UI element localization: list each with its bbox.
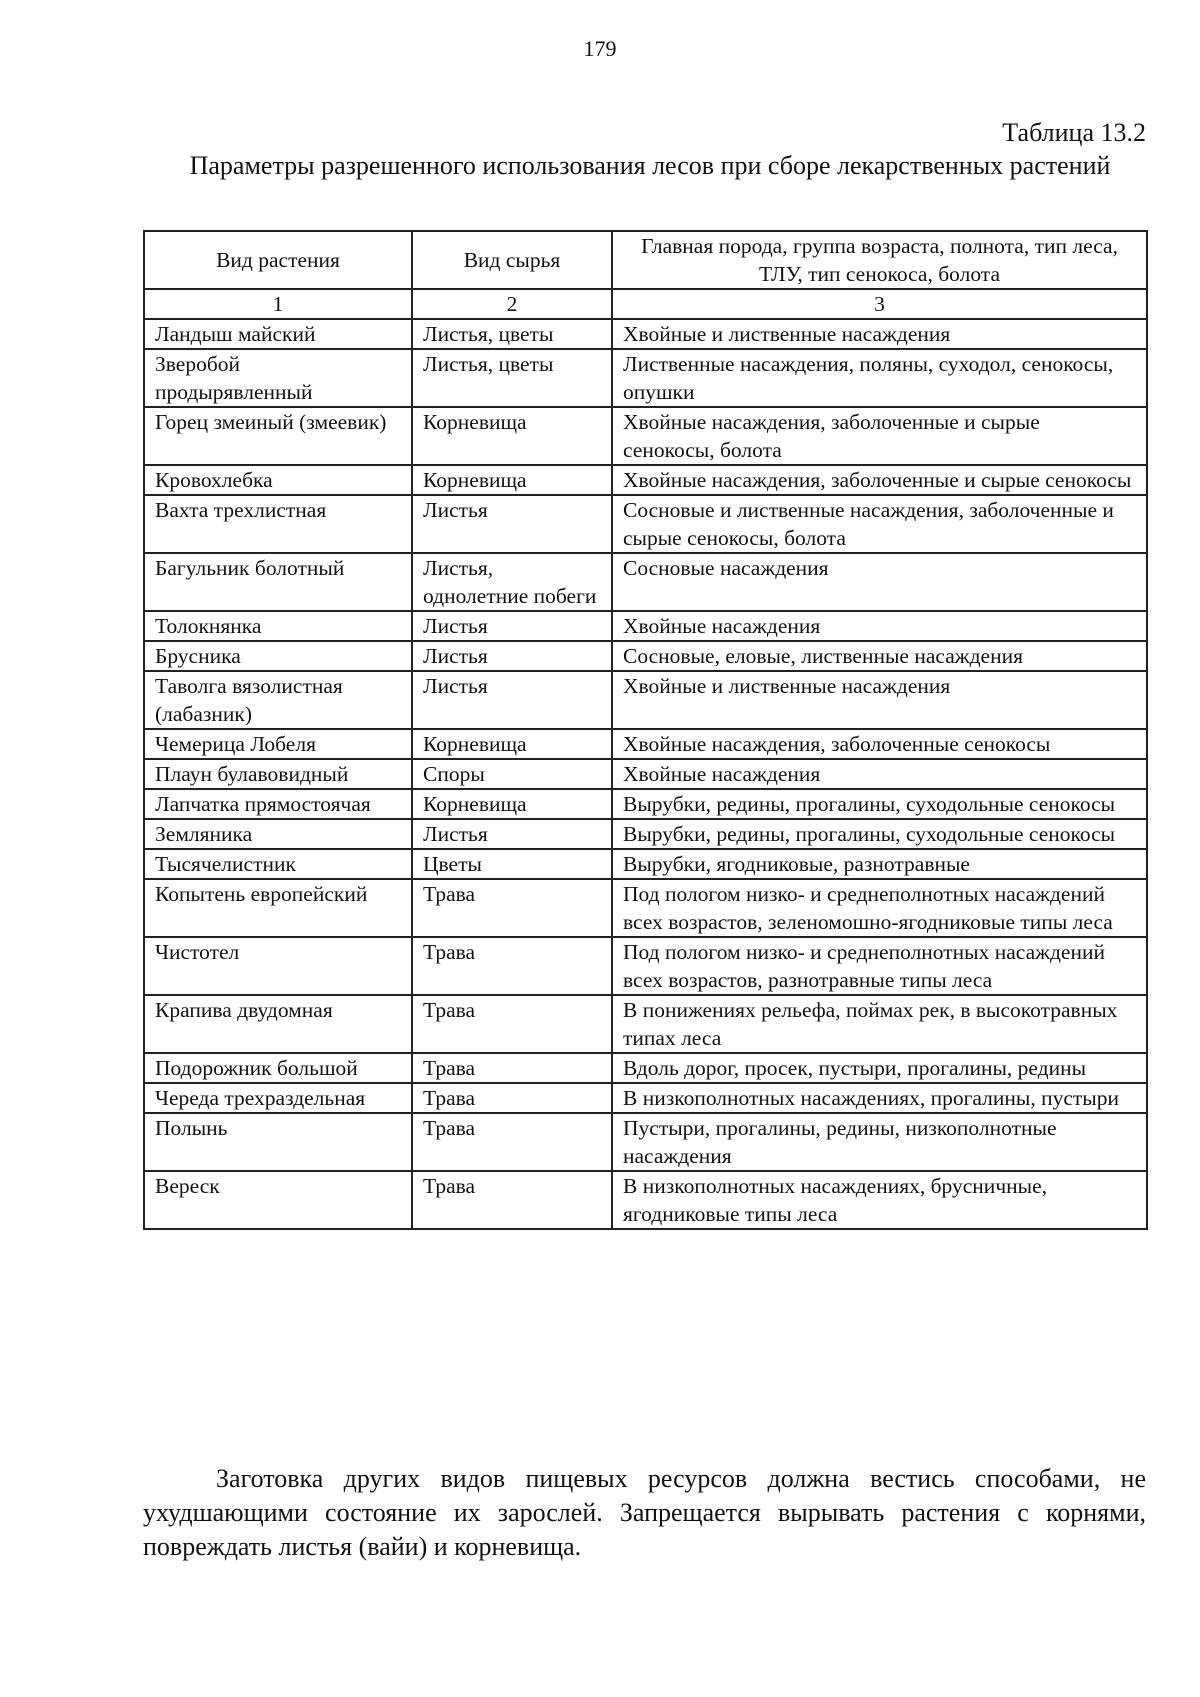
cell-conditions: Вырубки, редины, прогалины, суходольные сенокосы [612,819,1147,849]
cell-raw-material: Листья [412,671,612,729]
table-body [144,319,1147,1229]
cell-conditions: В низкополнотных насаждениях, брусничные, ягодниковые типы леса [612,1171,1147,1229]
table-row [144,729,1147,759]
cell-plant: Полынь [144,1113,412,1171]
cell-conditions: Хвойные насаждения [612,611,1147,641]
cell-conditions: Сосновые насаждения [612,553,1147,611]
cell-plant: Толокнянка [144,611,412,641]
column-number: 1 [144,289,412,319]
column-number: 3 [612,289,1147,319]
cell-conditions: Вырубки, ягодниковые, разнотравные [612,849,1147,879]
cell-raw-material: Споры [412,759,612,789]
cell-plant: Ландыш майский [144,319,412,349]
cell-conditions: Хвойные насаждения [612,759,1147,789]
cell-conditions: Вырубки, редины, прогалины, суходольные сенокосы [612,789,1147,819]
cell-plant: Копытень европейский [144,879,412,937]
cell-plant: Чистотел [144,937,412,995]
cell-raw-material: Корневища [412,729,612,759]
table-title: Параметры разрешенного использования лесов при сборе лекарственных растений [189,151,1111,180]
table-row [144,1171,1147,1229]
table-row [144,819,1147,849]
body-paragraph: Заготовка других видов пищевых ресурсов должна вестись способами, не ухудшающими состояние их зарослей. Запрещается вырывать растения с корнями, повреждать листья (вайи) и корневища. [143,1464,1146,1561]
cell-raw-material: Листья [412,495,612,553]
cell-plant: Зверобой продырявленный [144,349,412,407]
table-row [144,1113,1147,1171]
cell-conditions: Хвойные и лиственные насаждения [612,671,1147,729]
table-row [144,879,1147,937]
table-row [144,789,1147,819]
cell-conditions: Сосновые, еловые, лиственные насаждения [612,641,1147,671]
table-row [144,465,1147,495]
cell-plant: Багульник болотный [144,553,412,611]
table-row [144,849,1147,879]
table-row [144,1053,1147,1083]
cell-conditions: Хвойные насаждения, заболоченные сенокосы [612,729,1147,759]
cell-plant: Горец змеиный (змеевик) [144,407,412,465]
cell-raw-material: Листья [412,611,612,641]
table-row [144,671,1147,729]
cell-conditions: Сосновые и лиственные насаждения, заболоченные и сырые сенокосы, болота [612,495,1147,553]
header-raw-material: Вид сырья [412,231,612,289]
cell-plant: Тысячелистник [144,849,412,879]
cell-raw-material: Трава [412,1083,612,1113]
cell-conditions: Под пологом низко- и среднеполнотных насаждений всех возрастов, зеленомошно-ягодниковые типы леса [612,879,1147,937]
table-row [144,759,1147,789]
cell-conditions: Хвойные и лиственные насаждения [612,319,1147,349]
cell-conditions: Вдоль дорог, просек, пустыри, прогалины, редины [612,1053,1147,1083]
cell-conditions: Пустыри, прогалины, редины, низкополнотные насаждения [612,1113,1147,1171]
cell-raw-material: Корневища [412,465,612,495]
cell-plant: Череда трехраздельная [144,1083,412,1113]
table-row [144,407,1147,465]
cell-plant: Вереск [144,1171,412,1229]
cell-raw-material: Трава [412,1171,612,1229]
cell-conditions: Хвойные насаждения, заболоченные и сырые сенокосы [612,465,1147,495]
table-header-row [144,231,1147,289]
cell-plant: Брусника [144,641,412,671]
table-row [144,641,1147,671]
cell-raw-material: Листья [412,819,612,849]
cell-plant: Земляника [144,819,412,849]
cell-conditions: В понижениях рельефа, поймах рек, в высокотравных типах леса [612,995,1147,1053]
cell-plant: Крапива двудомная [144,995,412,1053]
cell-raw-material: Трава [412,1113,612,1171]
cell-raw-material: Трава [412,1053,612,1083]
cell-raw-material: Листья, однолетние побеги [412,553,612,611]
cell-conditions: Лиственные насаждения, поляны, суходол, сенокосы, опушки [612,349,1147,407]
table-row [144,937,1147,995]
table-row [144,553,1147,611]
header-plant-type: Вид растения [144,231,412,289]
cell-plant: Подорожник большой [144,1053,412,1083]
cell-raw-material: Листья, цветы [412,349,612,407]
cell-plant: Плаун булавовидный [144,759,412,789]
cell-conditions: В низкополнотных насаждениях, прогалины, пустыри [612,1083,1147,1113]
table-row [144,495,1147,553]
cell-plant: Кровохлебка [144,465,412,495]
table-label: Таблица 13.2 [1002,118,1146,147]
table-row [144,995,1147,1053]
table-row [144,319,1147,349]
header-forest-parameters: Главная порода, группа возраста, полнота, тип леса, ТЛУ, тип сенокоса, болота [612,231,1147,289]
cell-raw-material: Листья [412,641,612,671]
cell-plant: Таволга вязолистная (лабазник) [144,671,412,729]
cell-raw-material: Корневища [412,407,612,465]
plants-table [143,230,1148,1230]
table-column-numbers-row [144,289,1147,319]
cell-conditions: Под пологом низко- и среднеполнотных насаждений всех возрастов, разнотравные типы леса [612,937,1147,995]
cell-plant: Вахта трехлистная [144,495,412,553]
cell-plant: Чемерица Лобеля [144,729,412,759]
cell-raw-material: Трава [412,879,612,937]
table-row [144,349,1147,407]
cell-raw-material: Листья, цветы [412,319,612,349]
table-row [144,611,1147,641]
table-row [144,1083,1147,1113]
cell-raw-material: Корневища [412,789,612,819]
column-number: 2 [412,289,612,319]
page-number: 179 [583,36,617,61]
cell-raw-material: Трава [412,995,612,1053]
cell-conditions: Хвойные насаждения, заболоченные и сырые сенокосы, болота [612,407,1147,465]
cell-raw-material: Трава [412,937,612,995]
cell-plant: Лапчатка прямостоячая [144,789,412,819]
cell-raw-material: Цветы [412,849,612,879]
